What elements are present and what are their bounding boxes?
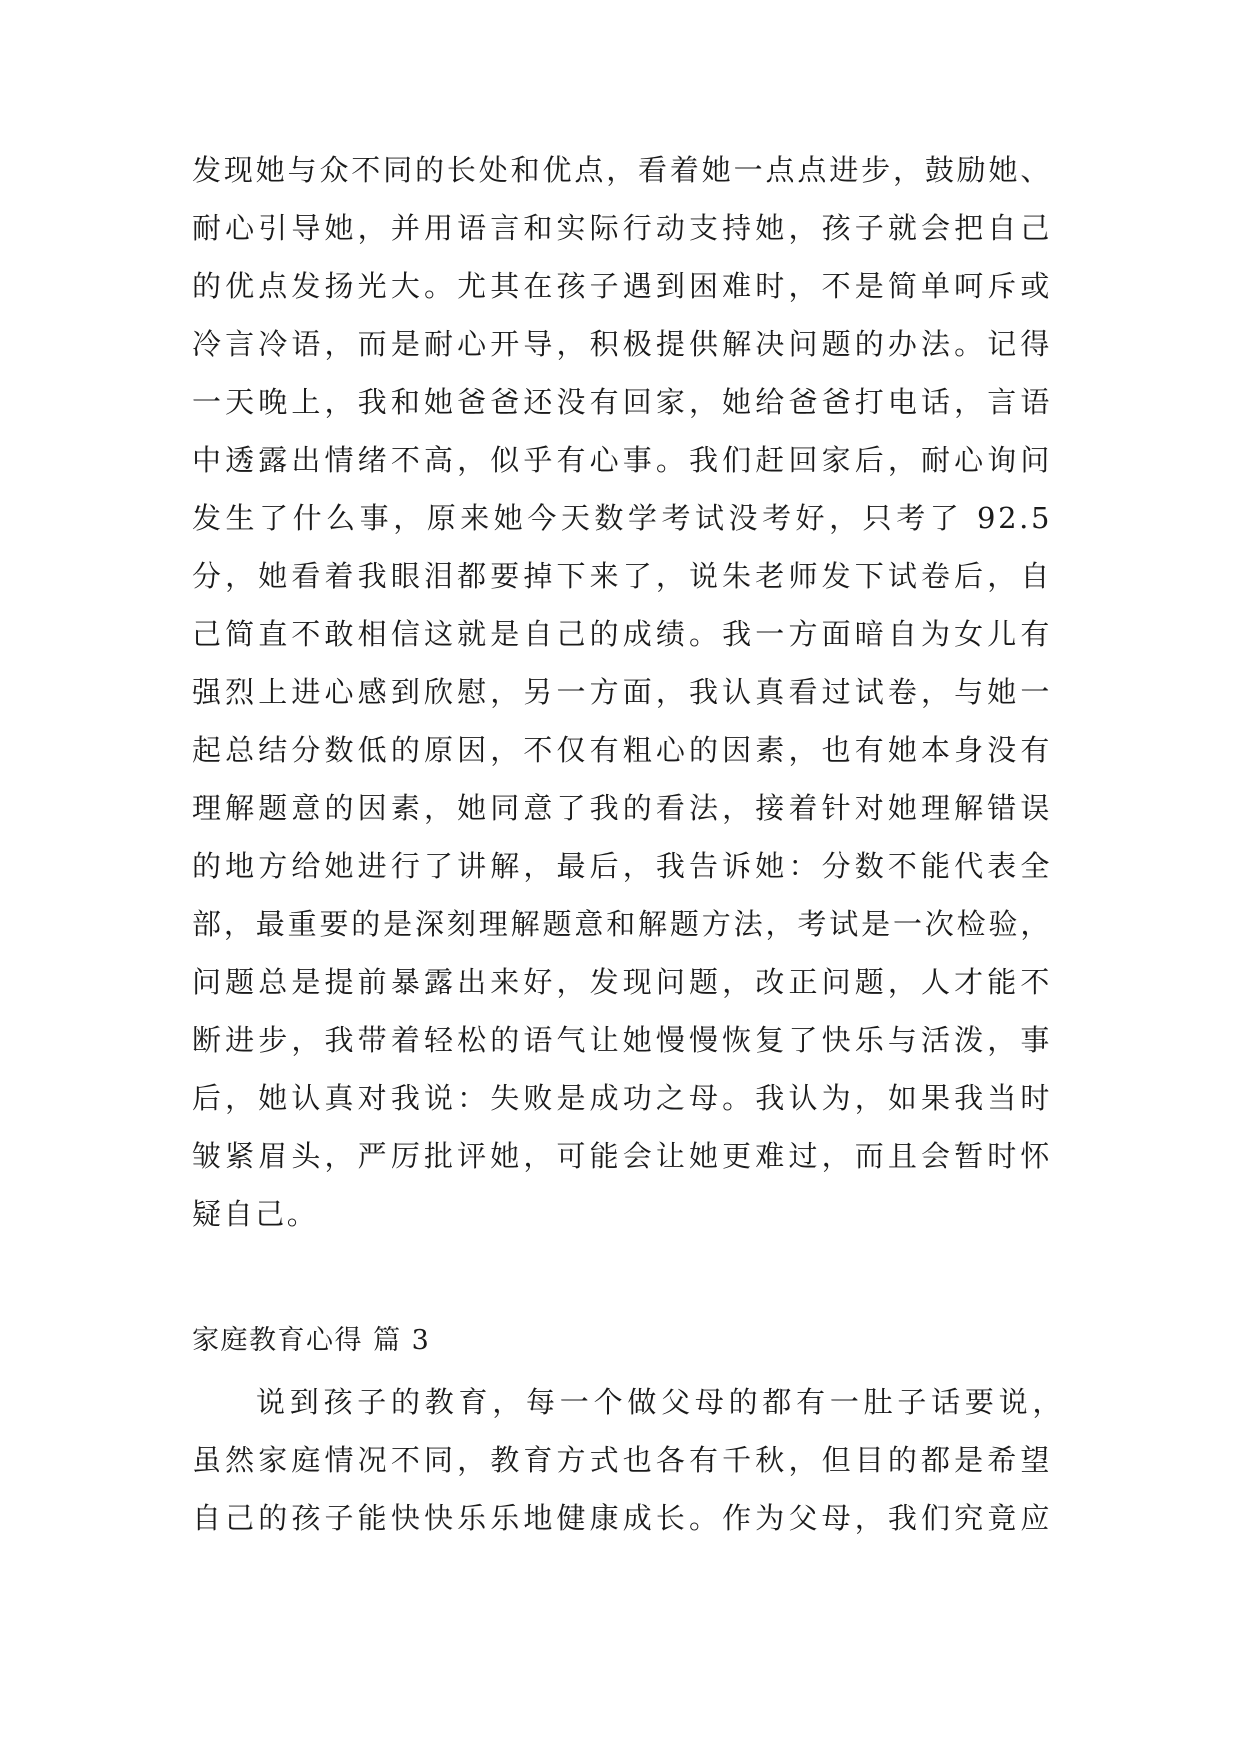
text-line: 的地方给她进行了讲解，最后，我告诉她：分数不能代表全 bbox=[192, 849, 1052, 883]
text-line: 后，她认真对我说：失败是成功之母。我认为，如果我当时 bbox=[192, 1081, 1052, 1115]
section-heading: 家庭教育心得 篇 3 bbox=[192, 1325, 431, 1356]
text-line: 己简直不敢相信这就是自己的成绩。我一方面暗自为女儿有 bbox=[192, 617, 1052, 651]
text-line: 分，她看着我眼泪都要掉下来了，说朱老师发下试卷后，自 bbox=[192, 559, 1052, 593]
text-line: 冷言冷语，而是耐心开导，积极提供解决问题的办法。记得 bbox=[192, 327, 1052, 361]
text-line-last: 疑自己。 bbox=[192, 1197, 319, 1231]
text-line: 皱紧眉头，严厉批评她，可能会让她更难过，而且会暂时怀 bbox=[192, 1139, 1052, 1173]
text-line-indented: 说到孩子的教育，每一个做父母的都有一肚子话要说， bbox=[256, 1385, 1064, 1419]
text-line: 部，最重要的是深刻理解题意和解题方法，考试是一次检验， bbox=[192, 907, 1052, 941]
text-line: 的优点发扬光大。尤其在孩子遇到困难时，不是简单呵斥或 bbox=[192, 269, 1052, 303]
text-line: 断进步，我带着轻松的语气让她慢慢恢复了快乐与活泼，事 bbox=[192, 1023, 1052, 1057]
text-line: 理解题意的因素，她同意了我的看法，接着针对她理解错误 bbox=[192, 791, 1052, 825]
text-line: 一天晚上，我和她爸爸还没有回家，她给爸爸打电话，言语 bbox=[192, 385, 1052, 419]
text-line: 自己的孩子能快快乐乐地健康成长。作为父母，我们究竟应 bbox=[192, 1501, 1052, 1535]
text-line: 发生了什么事，原来她今天数学考试没考好，只考了 92.5 bbox=[192, 501, 1052, 535]
text-line: 耐心引导她，并用语言和实际行动支持她，孩子就会把自己 bbox=[192, 211, 1052, 245]
text-line: 强烈上进心感到欣慰，另一方面，我认真看过试卷，与她一 bbox=[192, 675, 1052, 709]
text-line: 中透露出情绪不高，似乎有心事。我们赶回家后，耐心询问 bbox=[192, 443, 1052, 477]
text-line: 发现她与众不同的长处和优点，看着她一点点进步，鼓励她、 bbox=[192, 153, 1052, 187]
text-line: 虽然家庭情况不同，教育方式也各有千秋，但目的都是希望 bbox=[192, 1443, 1052, 1477]
text-line: 起总结分数低的原因，不仅有粗心的因素，也有她本身没有 bbox=[192, 733, 1052, 767]
text-line: 问题总是提前暴露出来好，发现问题，改正问题，人才能不 bbox=[192, 965, 1052, 999]
